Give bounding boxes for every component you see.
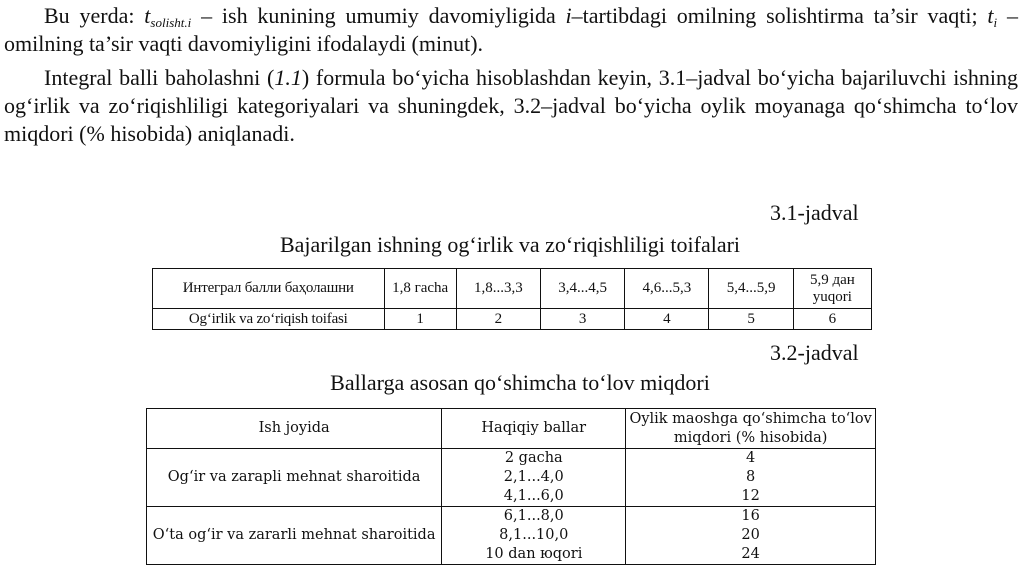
table-2-condition-2: O‘ta og‘ir va zararli mehnat sharoitida <box>147 507 442 565</box>
table-2-ball-value: 4,1...6,0 <box>503 488 564 504</box>
variable-subscript-i: i <box>993 15 998 30</box>
table-2-group-1 <box>147 449 876 507</box>
table-2-header-actual-points: Haqiqiy ballar <box>442 409 626 449</box>
paragraph-1 <box>4 2 1018 58</box>
table-2-percent-value: 20 <box>741 527 760 543</box>
paragraph-1-part3: –tartibdagi omilning solishtirma ta’sir vaqti; <box>571 3 988 28</box>
table-2-balls-group-1 <box>442 449 626 507</box>
table-2-percents-group-2 <box>626 507 876 565</box>
paragraph-1-part2: – ish kunining umumiy davomiyligida <box>191 3 566 28</box>
table-1-category-3: 3 <box>540 309 624 330</box>
table-1-header-label: Интеграл балли баҳолашни <box>153 269 385 309</box>
table-2-ball-value: 8,1...10,0 <box>499 527 569 543</box>
table-2-condition-1: Og‘ir va zarарli mehnat sharoitida <box>147 449 442 507</box>
table-2-balls-group-2 <box>442 507 626 565</box>
table-1-category-1: 1 <box>384 309 456 330</box>
variable-t-i: t <box>987 3 994 28</box>
table-2-percents-group-1 <box>626 449 876 507</box>
table-1-range-4: 4,6...5,3 <box>625 269 709 309</box>
table-2-percent-value: 16 <box>741 508 760 524</box>
table-1-caption: Bajarilgan ishning og‘irlik va zo‘riqishliligi toifalari <box>279 232 741 257</box>
table-2-ball-value: 2 gacha <box>504 450 563 466</box>
table-2 <box>146 408 876 565</box>
table-2-label: 3.2-jadval <box>770 340 859 365</box>
paragraph-1-part4: – omilning ta’sir vaqti davomiyligini ifodalaydi (minut). <box>4 3 1018 56</box>
table-1-category-4: 4 <box>625 309 709 330</box>
table-2-header-workplace: Ish joyida <box>147 409 442 449</box>
table-1-range-2: 1,8...3,3 <box>456 269 540 309</box>
table-1-category-6: 6 <box>793 309 871 330</box>
variable-i: i <box>565 3 572 28</box>
paragraph-2-start: Integral balli baholashni ( <box>44 65 275 90</box>
table-2-ball-value: 2,1...4,0 <box>503 469 564 485</box>
paragraph-2 <box>4 64 1018 148</box>
table-1-category-5: 5 <box>709 309 793 330</box>
paragraph-2-rest: ) formula bo‘yicha hisoblashdan keyin, 3.1–jadval bo‘yicha bajariluvchi ishning og‘irlik va zo‘riqishliligi kategoriyalari va shuningdek, 3.2–jadval bo‘yicha oylik moyanaga qo‘shimcha to‘lov miqdori (% hisobida) aniqlanadi. <box>4 65 1018 146</box>
table-2-ball-value: 6,1...8,0 <box>503 508 564 524</box>
table-2-percent-value: 12 <box>741 488 760 504</box>
table-1-range-3: 3,4...4,5 <box>540 269 624 309</box>
table-1-range-1: 1,8 гacha <box>384 269 456 309</box>
table-2-group-2 <box>147 507 876 565</box>
table-1-header-row <box>153 269 872 309</box>
table-1-category-row <box>153 309 872 330</box>
table-1-range-5: 5,4...5,9 <box>709 269 793 309</box>
table-2-percent-value: 8 <box>746 469 756 485</box>
formula-reference: 1.1 <box>274 65 302 90</box>
table-1-category-2: 2 <box>456 309 540 330</box>
table-2-percent-value: 4 <box>746 450 756 466</box>
table-1-range-6: 5,9 дан yuqori <box>793 269 871 309</box>
table-2-header-row <box>147 409 876 449</box>
paragraph-1-start: Bu yerda: <box>44 3 145 28</box>
table-2-ball-value: 10 dan юqori <box>485 546 583 562</box>
variable-subscript-solisht: solisht.i <box>150 15 192 30</box>
table-2-caption: Ballarga asosan qo‘shimcha to‘lov miqdori <box>330 370 710 395</box>
table-1-label: 3.1-jadval <box>770 200 859 225</box>
variable-t-solisht: t <box>144 3 151 28</box>
table-2-header-extra-pay: Oylik maoshga qo‘shimcha to‘lov miqdori (% hisobida) <box>626 409 876 449</box>
table-1 <box>152 268 872 330</box>
table-2-percent-value: 24 <box>741 546 760 562</box>
table-1-row-label: Og‘irlik va zo‘riqish toifasi <box>153 309 385 330</box>
